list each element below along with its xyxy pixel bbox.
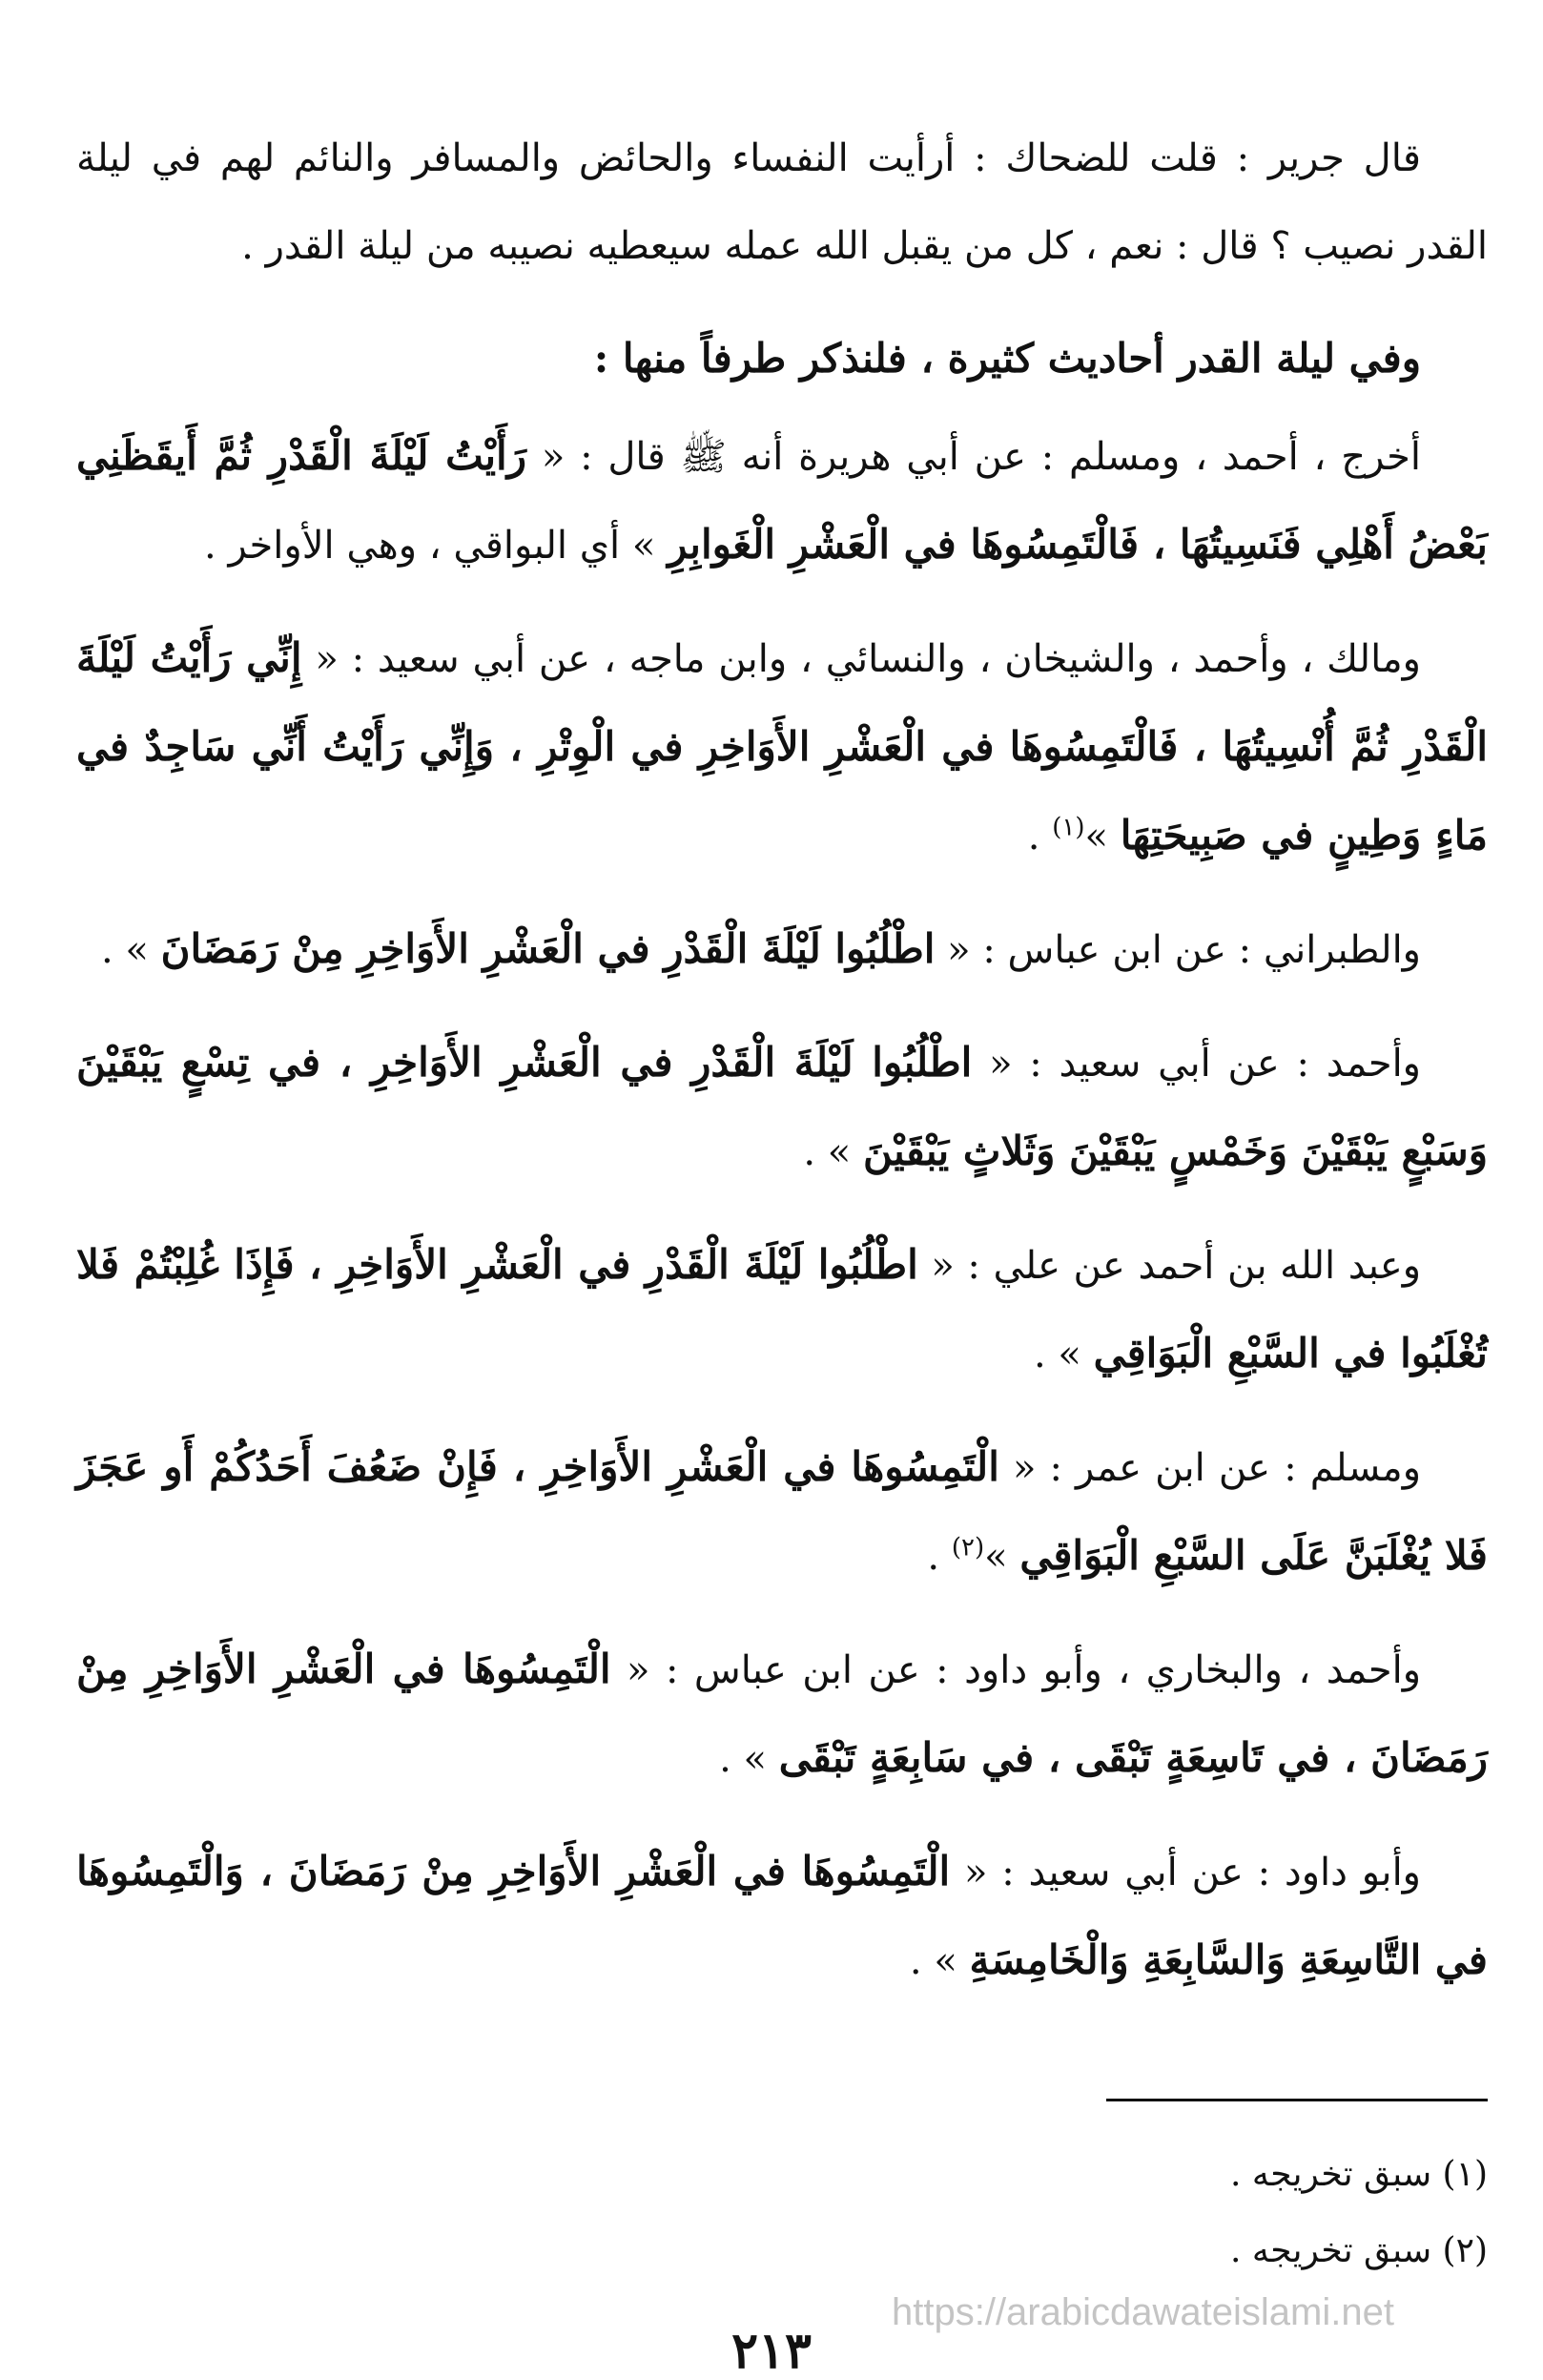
paragraph-abu-said-1 <box>76 614 1488 880</box>
narration-outro: » أي البواقي ، وهي الأواخر . <box>204 524 656 568</box>
hadith-text: رَأَيْتُ لَيْلَةَ الْقَدْرِ ثُمَّ أَيقَظَنِي بَعْضُ أَهْلِي فَنَسِيتُهَا ، فَالْتَمِسُوهَا في الْعَشْرِ الْغَوابِرِ <box>76 432 1488 568</box>
narration-outro: » . <box>719 1737 768 1781</box>
paragraph-abu-hurayra <box>76 412 1488 590</box>
heading-text: وفي ليلة القدر أحاديث كثيرة ، فلنذكر طرفاً منها : <box>593 335 1421 382</box>
narration-end: . <box>1027 815 1053 859</box>
footnote-ref: (١) <box>1052 813 1085 842</box>
narration-intro: ومسلم : عن ابن عمر : « <box>1012 1446 1422 1490</box>
footnote-2: (٢) سبق تخريجه . <box>1230 2231 1488 2270</box>
hadith-text: اطْلُبُوا لَيْلَةَ الْقَدْرِ في الْعَشْرِ الأَوَاخِرِ ، في تِسْعٍ يَبْقَيْنَ وَسَبْعٍ يَبْقَيْنَ وَخَمْسٍ يَبْقَيْنَ وَثَلاثٍ يَبْقَيْنَ <box>76 1039 1488 1174</box>
section-heading <box>76 315 1488 403</box>
narration-intro: وأحمد ، والبخاري ، وأبو داود : عن ابن عباس : « <box>627 1648 1422 1692</box>
hadith-text: إِنِّي رَأَيْتُ لَيْلَةَ الْقَدْرِ ثُمَّ أُنْسِيتُهَا ، فَالْتَمِسُوهَا في الْعَشْرِ الأَوَاخِرِ في الْوِتْرِ ، وَإِنِّي رَأَيْتُ أَنِّي سَاجِدٌ في مَاءٍ وَطِينٍ في صَبِيحَتِهَا <box>76 634 1488 859</box>
paragraph-jarir-question <box>76 114 1488 290</box>
paragraph-abdullah-ali <box>76 1221 1488 1398</box>
footnote-ref: (٢) <box>951 1533 985 1563</box>
hadith-text: اطْلُبُوا لَيْلَةَ الْقَدْرِ في الْعَشْرِ الأَوَاخِرِ ، فَإِذَا غُلِبْتُمْ فَلا تُغْلَبُوا في السَّبْعِ الْبَوَاقِي <box>76 1241 1488 1376</box>
main-text <box>76 114 1488 2030</box>
narration-outro: » . <box>803 1130 852 1174</box>
narration-intro: أخرج ، أحمد ، ومسلم : عن أبي هريرة أنه ﷺ قال : « <box>541 435 1421 479</box>
paragraph-abu-dawud <box>76 1828 1488 2005</box>
hadith-text: الْتَمِسُوهَا في الْعَشْرِ الأَوَاخِرِ مِنْ رَمَضَانَ ، وَالْتَمِسُوهَا في التَّاسِعَةِ وَالسَّابِعَةِ وَالْخَامِسَةِ <box>76 1848 1488 1983</box>
paragraph-text: قال جرير : قلت للضحاك : أرأيت النفساء والحائض والمسافر والنائم لهم في ليلة القدر نصيب ؟ قال : نعم ، كل من يقبل الله عمله سيعطيه نصيبه من ليلة القدر . <box>76 136 1488 268</box>
narration-intro: وعبد الله بن أحمد عن علي : « <box>931 1244 1422 1288</box>
narration-outro: » <box>984 1535 1008 1579</box>
narration-intro: وأحمد : عن أبي سعيد : « <box>989 1042 1422 1086</box>
narration-intro: وأبو داود : عن أبي سعيد : « <box>964 1851 1421 1894</box>
watermark-url: https://arabicdawateislami.net <box>892 2291 1394 2333</box>
narration-outro: » . <box>909 1939 957 1983</box>
narration-intro: ومالك ، وأحمد ، والشيخان ، والنسائي ، وابن ماجه ، عن أبي سعيد : « <box>315 637 1421 681</box>
paragraph-ahmad-abu-said <box>76 1019 1488 1196</box>
footnote-1: (١) سبق تخريجه . <box>1230 2155 1488 2194</box>
page-number: ٢١٣ <box>731 2322 812 2380</box>
hadith-text: الْتَمِسُوهَا في الْعَشْرِ الأَوَاخِرِ مِنْ رَمَضَانَ ، في تَاسِعَةٍ تَبْقَى ، في سَابِعَةٍ تَبْقَى <box>76 1645 1488 1781</box>
narration-end: . <box>927 1535 952 1579</box>
narration-outro: » <box>1084 815 1108 859</box>
paragraph-bukhari-ibn-abbas <box>76 1625 1488 1803</box>
narration-outro: » . <box>101 928 149 972</box>
narration-outro: » . <box>1033 1333 1081 1376</box>
hadith-text: الْتَمِسُوهَا في الْعَشْرِ الأَوَاخِرِ ، فَإِنْ ضَعُفَ أَحَدُكُمْ أَو عَجَزَ فَلا يُغْلَبَنَّ عَلَى السَّبْعِ الْبَوَاقِي <box>76 1443 1488 1579</box>
paragraph-tabarani <box>76 905 1488 994</box>
footnote-divider <box>1106 2099 1488 2101</box>
footnotes <box>76 2137 1488 2289</box>
narration-intro: والطبراني : عن ابن عباس : « <box>947 928 1421 972</box>
hadith-text: اطْلُبُوا لَيْلَةَ الْقَدْرِ في الْعَشْرِ الأَوَاخِرِ مِنْ رَمَضَانَ <box>160 925 936 972</box>
paragraph-muslim-ibn-umar <box>76 1423 1488 1601</box>
